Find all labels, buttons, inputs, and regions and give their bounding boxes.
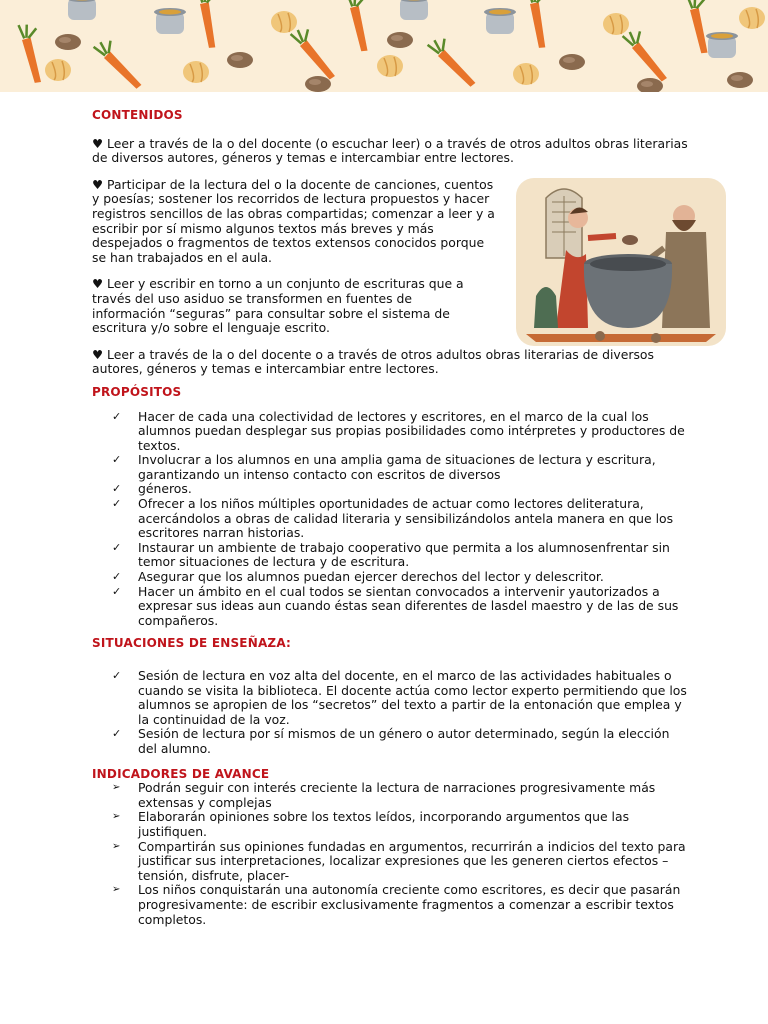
list-item: ✓ géneros. (92, 482, 692, 497)
header-banner-illustration (0, 0, 768, 92)
list-item: ➢ Podrán seguir con interés creciente la lectura de narraciones progresivamente más extensas y complejas (92, 781, 692, 810)
list-item: ✓ Hacer un ámbito en el cual todos se sientan convocados a intervenir yautorizados a expresar sus ideas aun cuando éstas sean diferentes de lasdel maestro y de las de sus compañeros. (92, 585, 692, 629)
list-item: ✓ Ofrecer a los niños múltiples oportunidades de actuar como lectores deliteratura, acercándolos a obras de calidad literaria y sensibilizándolos antela manera en que los escritores narran historias. (92, 497, 692, 541)
propositos-list (92, 410, 692, 629)
list-item: ✓ Sesión de lectura por sí mismos de un género o autor determinado, según la elección del alumno. (92, 727, 692, 756)
list-item: ✓ Hacer de cada una colectividad de lectores y escritores, en el marco de la cual los alumnos puedan desplegar sus propias posibilidades como intérpretes y productores de textos. (92, 410, 692, 454)
situaciones-list (92, 669, 692, 757)
list-item: ✓ Involucrar a los alumnos en una amplia gama de situaciones de lectura y escritura, garantizando un intenso contacto con escritos de diversos (92, 453, 692, 482)
indicadores-heading: INDICADORES DE AVANCE (92, 766, 270, 781)
contenidos-item-1: ♥ Leer a través de la o del docente (o escuchar leer) o a través de otros adultos obras literarias de diversos autores, géneros y temas e intercambiar entre lectores. (92, 137, 692, 166)
list-item: ➢ Elaborarán opiniones sobre los textos leídos, incorporando argumentos que las justifiquen. (92, 810, 692, 839)
list-item: ✓ Instaurar un ambiente de trabajo cooperativo que permita a los alumnosenfrentar sin temor situaciones de lectura y de escritura. (92, 541, 692, 570)
indicadores-list (92, 781, 692, 927)
situaciones-heading: SITUACIONES DE ENSEÑAZA: (92, 636, 292, 651)
list-item: ✓ Asegurar que los alumnos puedan ejercer derechos del lector y delescritor. (92, 570, 692, 585)
list-item: ➢ Compartirán sus opiniones fundadas en argumentos, recurrirán a indicios del texto para justificar sus interpretaciones, localizar expresiones que les generen ciertos efectos –tensión, disfrute, placer- (92, 840, 692, 884)
contenidos-item-4: ♥ Leer a través de la o del docente o a través de otros adultos obras literarias de diversos autores, géneros y temas e intercambiar entre lectores. (92, 348, 692, 377)
propositos-heading: PROPÓSITOS (92, 384, 182, 399)
list-item: ✓ Sesión de lectura en voz alta del docente, en el marco de las actividades habituales o cuando se visita la biblioteca. El docente actúa como lector experto permitiendo que los alumnos se apropien de los “secretos” del texto a partir de la entonación que emplea y la continuidad de la voz. (92, 669, 692, 727)
contenidos-heading: CONTENIDOS (92, 108, 183, 122)
contenidos-item-3: ♥ Leer y escribir en torno a un conjunto de escrituras que a través del uso asiduo se transformen en fuentes de información “seguras” para consultar sobre el sistema de escritura y/o sobre el lenguaje escrito. (92, 277, 487, 335)
contenidos-item-2: ♥ Participar de la lectura del o la docente de canciones, cuentos y poesías; sostener los recorridos de lectura propuestos y hacer registros sencillos de las obras compartidas; comenzar a leer y a escribir por sí mismo algunos textos más breves y más despejados o fragmentos de textos extensos conocidos porque se han trabajados en el aula. (92, 178, 497, 266)
list-item: ➢ Los niños conquistarán una autonomía creciente como escritores, es decir que pasarán progresivamente: de escribir exclusivamente fragmentos a comenzar a escribir textos completos. (92, 883, 692, 927)
